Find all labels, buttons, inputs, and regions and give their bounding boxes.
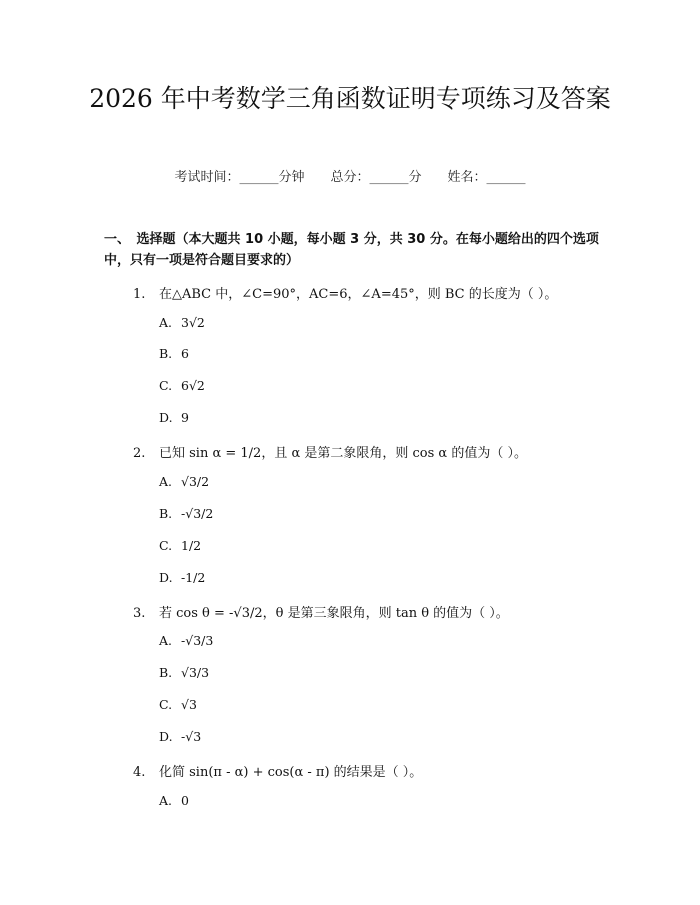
option-text: 3√2	[181, 315, 205, 330]
question-text: 已知 sin α = 1/2，且 α 是第二象限角，则 cos α 的值为（ ）。	[159, 446, 527, 461]
question-2-option-c	[159, 538, 201, 553]
question-number: 2.	[133, 446, 146, 461]
option-label: D.	[159, 729, 173, 744]
question-number: 4.	[133, 765, 146, 780]
question-3-option-a	[159, 633, 213, 648]
option-label: C.	[159, 538, 173, 553]
page-title: 2026 年中考数学三角函数证明专项练习及答案	[89, 84, 611, 113]
option-label: A.	[159, 793, 173, 808]
exam-name-field: 姓名：______	[447, 170, 526, 185]
question-2-option-b	[159, 506, 213, 521]
option-text: 9	[181, 410, 189, 425]
option-label: B.	[159, 346, 173, 361]
question-1-option-c	[159, 378, 205, 393]
question-number: 1.	[133, 287, 146, 302]
question-1-option-a	[159, 315, 205, 330]
option-text: -1/2	[181, 570, 206, 585]
section-heading: 一、 选择题（本大题共 10 小题，每小题 3 分，共 30 分。在每小题给出的四个选项中，只有一项是符合题目要求的）	[104, 232, 599, 268]
option-text: -√3	[181, 729, 202, 744]
option-text: -√3/3	[181, 633, 214, 648]
question-3-option-d	[159, 729, 201, 744]
option-label: A.	[159, 315, 173, 330]
option-label: B.	[159, 665, 173, 680]
option-text: √3/3	[181, 665, 210, 680]
option-text: 6	[181, 346, 189, 361]
option-text: √3	[181, 697, 197, 712]
question-2	[133, 442, 527, 461]
option-label: C.	[159, 378, 173, 393]
exam-meta	[0, 166, 700, 185]
question-3-option-c	[159, 697, 197, 712]
option-text: 6√2	[181, 378, 205, 393]
question-3	[133, 602, 509, 621]
option-label: D.	[159, 410, 173, 425]
question-text: 在△ABC 中，∠C=90°，AC=6，∠A=45°，则 BC 的长度为（ ）。	[159, 287, 558, 302]
question-3-option-b	[159, 665, 209, 680]
question-1-option-b	[159, 346, 189, 361]
exam-time: 考试时间：______分钟	[174, 170, 305, 185]
question-4-option-a	[159, 793, 189, 808]
option-label: A.	[159, 633, 173, 648]
option-label: C.	[159, 697, 173, 712]
option-label: B.	[159, 506, 173, 521]
option-label: D.	[159, 570, 173, 585]
question-text: 化简 sin(π - α) + cos(α - π) 的结果是（ ）。	[159, 765, 423, 780]
option-text: -√3/2	[181, 506, 214, 521]
question-2-option-d	[159, 570, 205, 585]
option-text: 1/2	[181, 538, 202, 553]
question-2-option-a	[159, 474, 209, 489]
question-4	[133, 761, 422, 780]
option-text: √3/2	[181, 474, 210, 489]
question-text: 若 cos θ = -√3/2，θ 是第三象限角，则 tan θ 的值为（ ）。	[159, 606, 509, 621]
question-1	[133, 283, 557, 302]
exam-total-score: 总分：______分	[330, 170, 422, 185]
question-number: 3.	[133, 606, 146, 621]
option-text: 0	[181, 793, 189, 808]
question-1-option-d	[159, 410, 189, 425]
option-label: A.	[159, 474, 173, 489]
